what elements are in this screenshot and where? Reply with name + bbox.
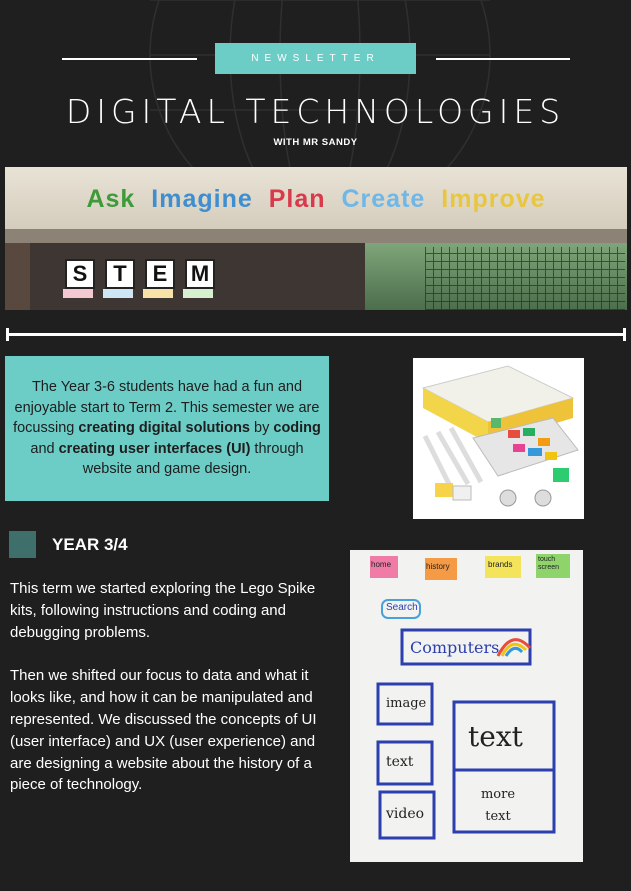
- section-marker: [9, 531, 36, 558]
- banner-photo: [5, 167, 627, 310]
- sketch-search: Search: [386, 602, 418, 613]
- sketch-more-text: more text: [480, 787, 516, 824]
- newsletter-badge: NEWSLETTER: [215, 43, 416, 74]
- sketch-box: text: [386, 754, 414, 770]
- stem-letter: S: [65, 259, 95, 289]
- header-rule-right: [436, 58, 570, 60]
- page-title: DIGITAL TECHNOLOGIES: [65, 92, 566, 131]
- paragraph-1: This term we started exploring the Lego Spike kits, following instructions and coding and debugging problems.: [10, 580, 316, 641]
- section-divider: [6, 333, 626, 336]
- sketch-tab: touch screen: [538, 556, 560, 571]
- website-sketch-photo: [350, 550, 583, 862]
- slogan-word-improve: Improve: [441, 185, 546, 213]
- page-subtitle: WITH MR SANDY: [273, 137, 358, 148]
- intro-box: The Year 3-6 students have had a fun and enjoyable start to Term 2. This semester we are focussing creating digital solutions by coding and creating user interfaces (UI) through website and game design.: [5, 356, 329, 501]
- sketch-box: image: [386, 696, 427, 711]
- sketch-tab: history: [426, 562, 450, 571]
- sketch-heading: Computers: [410, 638, 500, 657]
- header-rule-left: [62, 58, 197, 60]
- section-title: YEAR 3/4: [52, 535, 128, 554]
- sketch-box: video: [386, 806, 425, 822]
- stem-letter: M: [185, 259, 215, 289]
- sketch-tab: home: [371, 560, 392, 569]
- paragraph-2: Then we shifted our focus to data and what it looks like, and how it can be manipulated and represented. We discussed the concepts of UI (user interface) and UX (user experience) and are designing a website about the history of a piece of technology.: [10, 667, 317, 794]
- section-body: [10, 578, 330, 818]
- slogan: [5, 185, 627, 214]
- slogan-word-imagine: Imagine: [151, 185, 253, 213]
- stem-letter: T: [105, 259, 135, 289]
- slogan-word-plan: Plan: [268, 185, 326, 213]
- slogan-word-create: Create: [341, 185, 426, 213]
- sketch-tab: brands: [488, 560, 513, 569]
- stem-letter: E: [145, 259, 175, 289]
- lego-spike-kit-photo: [413, 358, 584, 519]
- sketch-big-text: text: [468, 720, 523, 753]
- slogan-word-ask: Ask: [86, 185, 136, 213]
